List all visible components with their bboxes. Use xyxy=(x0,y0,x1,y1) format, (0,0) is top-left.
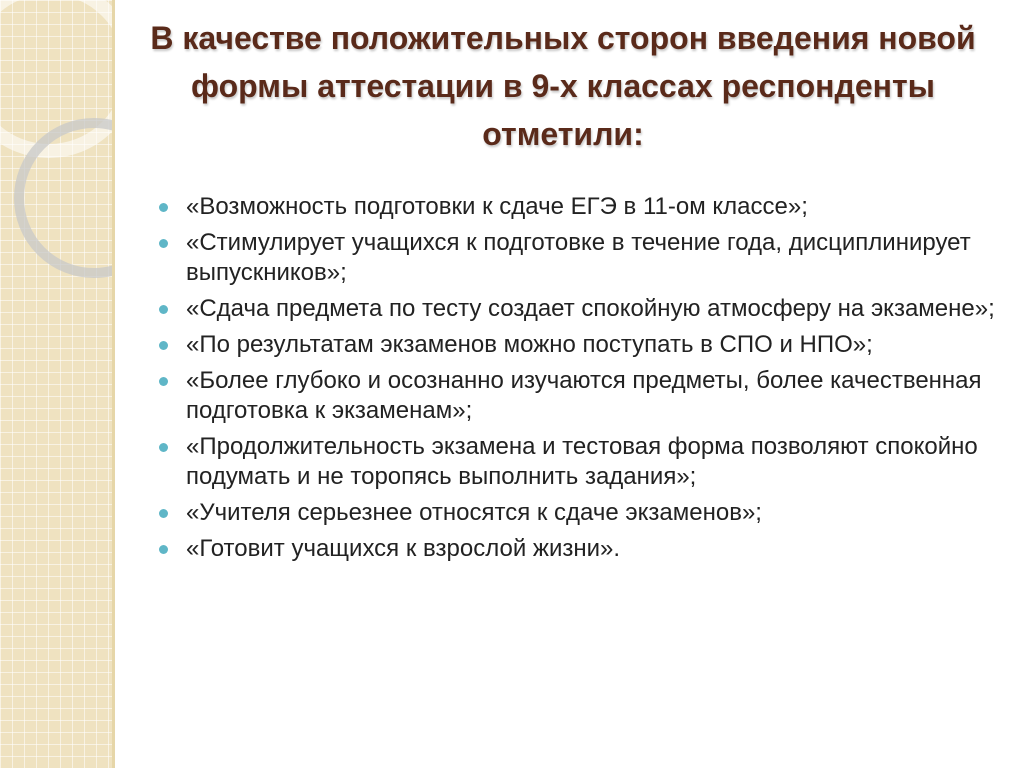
bullet-item xyxy=(158,294,998,324)
bullet-dot-icon xyxy=(159,239,168,248)
bullet-text: «Возможность подготовки к сдаче ЕГЭ в 11-ом классе»; xyxy=(186,193,808,220)
bullet-text: «Учителя серьезнее относятся к сдаче экзаменов»; xyxy=(186,499,762,526)
bullet-dot-icon xyxy=(159,545,168,554)
bullet-item xyxy=(158,330,998,360)
bullet-item xyxy=(158,366,998,426)
bullet-dot-icon xyxy=(159,509,168,518)
bullet-dot-icon xyxy=(159,341,168,350)
side-panel-edge xyxy=(112,0,115,768)
bullet-text: «Более глубоко и осознанно изучаются предметы, более качественная подготовка к экзаменам»; xyxy=(186,367,982,424)
decorative-side-panel xyxy=(0,0,112,768)
bullet-text: «Сдача предмета по тесту создает спокойную атмосферу на экзамене»; xyxy=(186,295,995,322)
bullet-item xyxy=(158,534,998,564)
bullet-dot-icon xyxy=(159,443,168,452)
bullet-item xyxy=(158,498,998,528)
bullet-dot-icon xyxy=(159,377,168,386)
bullet-item xyxy=(158,432,998,492)
bullet-text: «По результатам экзаменов можно поступать в СПО и НПО»; xyxy=(186,331,873,358)
bullet-text: «Стимулирует учащихся к подготовке в течение года, дисциплинирует выпускников»; xyxy=(186,229,971,286)
bullet-dot-icon xyxy=(159,203,168,212)
slide-title: В качестве положительных сторон введения новой формы аттестации в 9-х классах респонденты отметили: xyxy=(150,20,976,152)
bullet-text: «Готовит учащихся к взрослой жизни». xyxy=(186,535,621,562)
bullet-item xyxy=(158,192,998,222)
bullet-item xyxy=(158,228,998,288)
bullet-dot-icon xyxy=(159,305,168,314)
bullet-text: «Продолжительность экзамена и тестовая форма позволяют спокойно подумать и не торопясь выполнить задания»; xyxy=(186,433,978,490)
bullet-list xyxy=(158,192,998,570)
